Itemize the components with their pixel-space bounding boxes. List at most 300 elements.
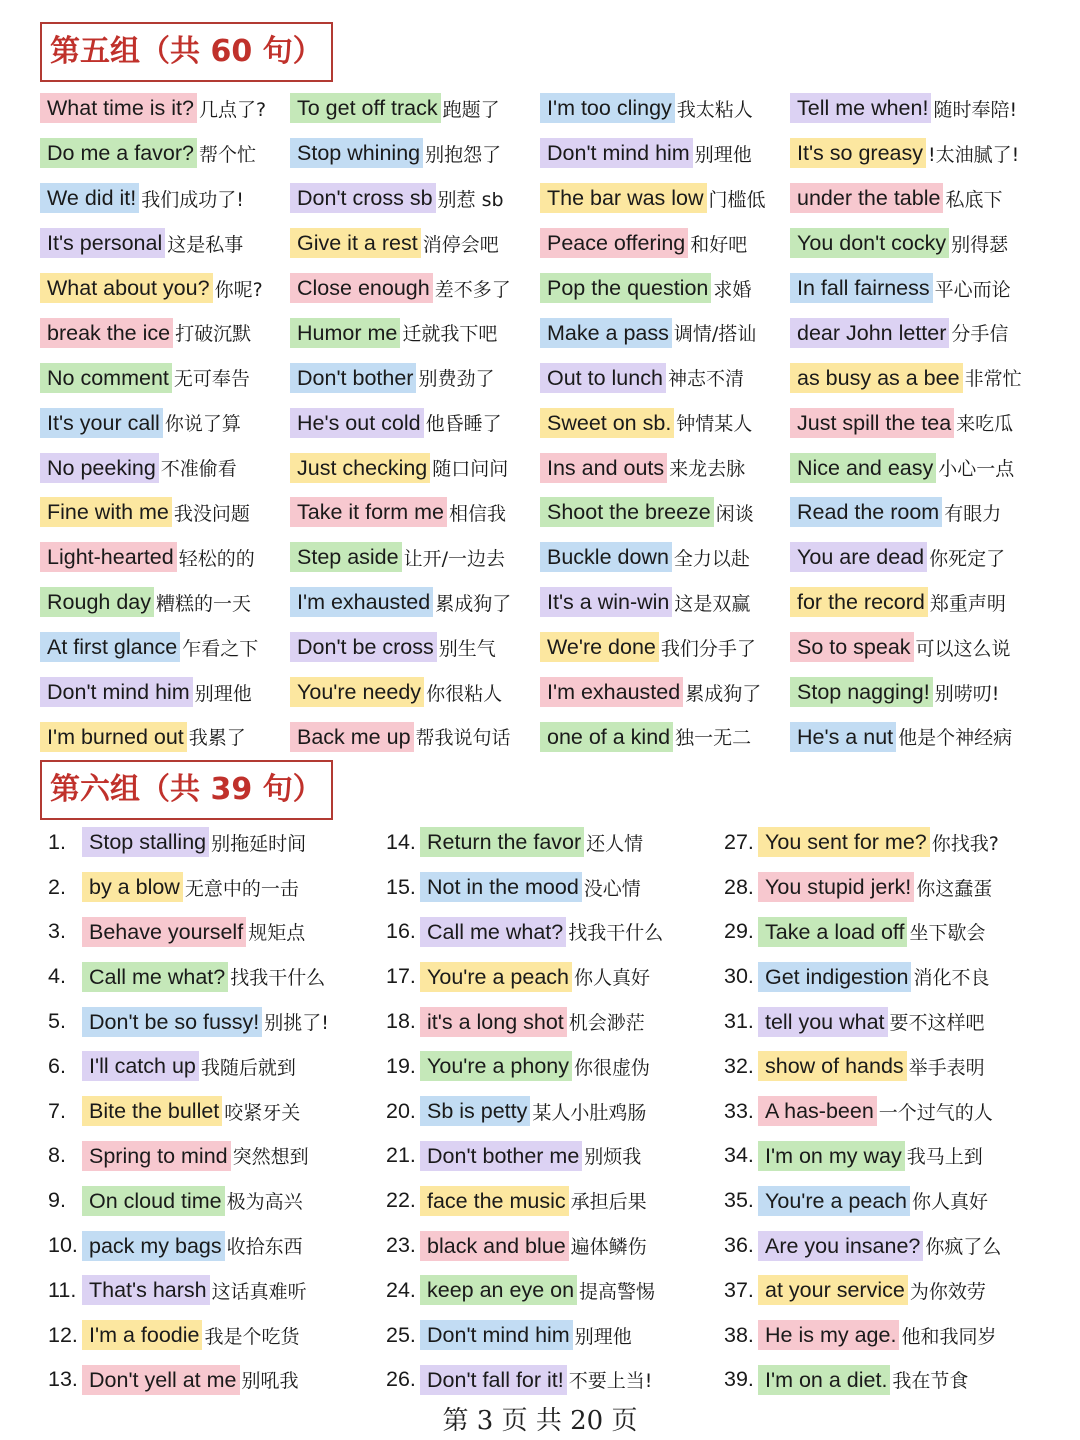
phrase-row bbox=[790, 445, 1040, 490]
phrase-number: 27. bbox=[724, 829, 754, 854]
phrase-row bbox=[40, 1268, 378, 1313]
phrase-english: Sb is petty bbox=[420, 1096, 530, 1126]
phrase-row bbox=[290, 176, 540, 221]
phrase-chinese: 你人真好 bbox=[912, 1191, 989, 1214]
phrase-row bbox=[790, 266, 1040, 311]
phrase-english: Back me up bbox=[290, 722, 414, 752]
phrase-row bbox=[290, 355, 540, 400]
phrase-row bbox=[716, 1134, 1050, 1179]
phrase-english: Buckle down bbox=[540, 542, 672, 572]
phrase-english: You stupid jerk! bbox=[758, 872, 914, 902]
phrase-english: I'm exhausted bbox=[540, 677, 683, 707]
phrase-english: You're needy bbox=[290, 677, 424, 707]
phrase-row bbox=[790, 310, 1040, 355]
phrase-number: 22. bbox=[386, 1188, 416, 1213]
phrase-english: keep an eye on bbox=[420, 1275, 577, 1305]
phrase-english: You're a peach bbox=[420, 962, 572, 992]
phrase-chinese: 神志不清 bbox=[667, 368, 744, 391]
phrase-english: Close enough bbox=[290, 273, 433, 303]
phrase-row bbox=[716, 820, 1050, 865]
phrase-row bbox=[540, 221, 790, 266]
phrase-chinese: 找我干什么 bbox=[230, 967, 326, 990]
phrase-row bbox=[716, 1089, 1050, 1134]
phrase-chinese: 独一无二 bbox=[675, 727, 752, 750]
phrase-english: You're a peach bbox=[758, 1186, 910, 1216]
phrase-english: Are you insane? bbox=[758, 1231, 923, 1261]
phrase-chinese: 我随后就到 bbox=[200, 1056, 296, 1079]
phrase-chinese: 不准偷看 bbox=[160, 458, 237, 481]
phrase-row bbox=[540, 310, 790, 355]
phrase-english: Behave yourself bbox=[82, 917, 246, 947]
phrase-english: Don't mind him bbox=[420, 1320, 573, 1350]
phrase-english: I'm burned out bbox=[40, 722, 187, 752]
phrase-chinese: 非常忙 bbox=[964, 368, 1022, 391]
phrase-chinese: 遍体鳞伤 bbox=[570, 1236, 647, 1259]
phrase-english: I'll catch up bbox=[82, 1051, 199, 1081]
phrase-chinese: 你很虚伪 bbox=[574, 1056, 651, 1079]
phrase-row bbox=[40, 86, 290, 131]
phrase-number: 37. bbox=[724, 1277, 754, 1302]
phrase-english: I'm a foodie bbox=[82, 1320, 202, 1350]
phrase-number: 20. bbox=[386, 1098, 416, 1123]
phrase-row bbox=[290, 490, 540, 535]
phrase-chinese: 一个过气的人 bbox=[878, 1101, 993, 1124]
phrase-chinese: 这话真难听 bbox=[211, 1280, 307, 1303]
phrase-chinese: 累成狗了 bbox=[685, 682, 762, 705]
phrase-row bbox=[290, 535, 540, 580]
phrase-english: Fine with me bbox=[40, 497, 172, 527]
phrase-row bbox=[40, 670, 290, 715]
phrase-row bbox=[716, 865, 1050, 910]
phrase-row bbox=[40, 954, 378, 999]
phrase-chinese: 调情/搭讪 bbox=[673, 323, 757, 346]
phrase-english: Light-hearted bbox=[40, 542, 177, 572]
phrase-number: 13. bbox=[48, 1367, 78, 1392]
phrase-chinese: 门槛低 bbox=[708, 188, 766, 211]
phrase-english: Don't yell at me bbox=[82, 1365, 240, 1395]
phrase-row bbox=[378, 954, 716, 999]
phrase-chinese: 找我干什么 bbox=[568, 922, 664, 945]
phrase-row bbox=[716, 999, 1050, 1044]
phrase-chinese: !太油腻了! bbox=[928, 143, 1020, 166]
phrase-row bbox=[40, 580, 290, 625]
phrase-row bbox=[790, 490, 1040, 535]
section-6-phrase-list bbox=[40, 820, 1050, 1402]
phrase-english: Step aside bbox=[290, 542, 402, 572]
phrase-chinese: 他和我同岁 bbox=[901, 1325, 997, 1348]
phrase-chinese: 承担后果 bbox=[570, 1191, 647, 1214]
phrase-number: 33. bbox=[724, 1098, 754, 1123]
phrase-chinese: 还人情 bbox=[586, 832, 644, 855]
phrase-chinese: 平心而论 bbox=[934, 278, 1011, 301]
phrase-english: Get indigestion bbox=[758, 962, 911, 992]
phrase-chinese: 你人真好 bbox=[574, 967, 651, 990]
phrase-number: 35. bbox=[724, 1188, 754, 1213]
phrase-row bbox=[790, 670, 1040, 715]
phrase-english: At first glance bbox=[40, 632, 180, 662]
phrase-chinese: 机会渺茫 bbox=[568, 1012, 645, 1035]
phrase-english: I'm too clingy bbox=[540, 93, 675, 123]
phrase-number: 36. bbox=[724, 1233, 754, 1258]
phrase-row bbox=[290, 714, 540, 759]
phrase-row bbox=[40, 266, 290, 311]
phrase-english: It's a win-win bbox=[540, 587, 672, 617]
phrase-english: It's personal bbox=[40, 228, 165, 258]
phrase-number: 32. bbox=[724, 1053, 754, 1078]
phrase-row bbox=[540, 714, 790, 759]
phrase-chinese: 分手信 bbox=[951, 323, 1009, 346]
phrase-row bbox=[716, 1358, 1050, 1403]
phrase-chinese: 我没问题 bbox=[173, 502, 250, 525]
phrase-english: We did it! bbox=[40, 183, 139, 213]
phrase-row bbox=[716, 1044, 1050, 1089]
phrase-row bbox=[290, 221, 540, 266]
phrase-row bbox=[40, 221, 290, 266]
phrase-english: Just checking bbox=[290, 453, 430, 483]
phrase-english: The bar was low bbox=[540, 183, 707, 213]
phrase-english: Not in the mood bbox=[420, 872, 582, 902]
phrase-chinese: 累成狗了 bbox=[435, 592, 512, 615]
phrase-english: Make a pass bbox=[540, 318, 672, 348]
phrase-english: break the ice bbox=[40, 318, 173, 348]
phrase-english: Humor me bbox=[290, 318, 400, 348]
phrase-chinese: 来吃瓜 bbox=[956, 413, 1014, 436]
phrase-english: We're done bbox=[540, 632, 659, 662]
phrase-chinese: 他是个神经病 bbox=[898, 727, 1013, 750]
phrase-number: 34. bbox=[724, 1143, 754, 1168]
phrase-english: In fall fairness bbox=[790, 273, 933, 303]
phrase-english: Stop nagging! bbox=[790, 677, 933, 707]
phrase-chinese: 他昏睡了 bbox=[425, 413, 502, 436]
phrase-row bbox=[790, 535, 1040, 580]
phrase-chinese: 帮个忙 bbox=[198, 143, 256, 166]
section-5-title: 第五组（共 60 句） bbox=[40, 22, 333, 82]
phrase-english: Don't mind him bbox=[540, 138, 693, 168]
phrase-chinese: 咬紧牙关 bbox=[224, 1101, 301, 1124]
phrase-number: 31. bbox=[724, 1009, 754, 1034]
phrase-row bbox=[40, 1178, 378, 1223]
phrase-english: under the table bbox=[790, 183, 943, 213]
phrase-number: 23. bbox=[386, 1233, 416, 1258]
phrase-row bbox=[378, 1268, 716, 1313]
phrase-english: as busy as a bee bbox=[790, 363, 963, 393]
phrase-chinese: 私底下 bbox=[945, 188, 1003, 211]
phrase-chinese: 别挑了! bbox=[264, 1012, 329, 1035]
phrase-chinese: 我太粘人 bbox=[676, 98, 753, 121]
phrase-english: Stop whining bbox=[290, 138, 423, 168]
phrase-row bbox=[540, 266, 790, 311]
phrase-chinese: 糟糕的一天 bbox=[156, 592, 252, 615]
phrase-english: Pop the question bbox=[540, 273, 711, 303]
phrase-english: Take it form me bbox=[290, 497, 447, 527]
phrase-row bbox=[540, 445, 790, 490]
phrase-number: 21. bbox=[386, 1143, 416, 1168]
phrase-chinese: 这是双赢 bbox=[674, 592, 751, 615]
page-footer: 第 3 页 共 20 页 bbox=[442, 1406, 638, 1436]
phrase-row bbox=[40, 445, 290, 490]
phrase-chinese: 你死定了 bbox=[929, 547, 1006, 570]
phrase-chinese: 帮我说句话 bbox=[415, 727, 511, 750]
phrase-chinese: 为你效劳 bbox=[909, 1280, 986, 1303]
phrase-row bbox=[378, 820, 716, 865]
phrase-row bbox=[290, 580, 540, 625]
section-5-phrase-grid bbox=[40, 86, 1050, 759]
phrase-chinese: 你疯了么 bbox=[925, 1236, 1002, 1259]
phrase-row bbox=[40, 355, 290, 400]
phrase-chinese: 坐下歇会 bbox=[909, 922, 986, 945]
phrase-english: Rough day bbox=[40, 587, 154, 617]
phrase-chinese: 可以这么说 bbox=[915, 637, 1011, 660]
phrase-number: 14. bbox=[386, 829, 416, 854]
phrase-chinese: 让开/一边去 bbox=[403, 547, 506, 570]
phrase-row bbox=[716, 1268, 1050, 1313]
phrase-chinese: 来龙去脉 bbox=[669, 458, 746, 481]
phrase-english: for the record bbox=[790, 587, 928, 617]
phrase-chinese: 这是私事 bbox=[167, 233, 244, 256]
phrase-english: Don't cross sb bbox=[290, 183, 436, 213]
phrase-english: Don't bother bbox=[290, 363, 416, 393]
phrase-english: Nice and easy bbox=[790, 453, 936, 483]
phrase-english: Tell me when! bbox=[790, 93, 931, 123]
phrase-chinese: 极为高兴 bbox=[226, 1191, 303, 1214]
phrase-english: it's a long shot bbox=[420, 1007, 567, 1037]
phrase-english: He's out cold bbox=[290, 408, 424, 438]
phrase-english: Ins and outs bbox=[540, 453, 667, 483]
phrase-chinese: 全力以赴 bbox=[673, 547, 750, 570]
phrase-row bbox=[40, 820, 378, 865]
phrase-number: 11. bbox=[48, 1277, 77, 1302]
phrase-row bbox=[540, 490, 790, 535]
phrase-row bbox=[716, 1313, 1050, 1358]
phrase-english: Don't mind him bbox=[40, 677, 193, 707]
phrase-chinese: 我们分手了 bbox=[660, 637, 756, 660]
phrase-row bbox=[790, 580, 1040, 625]
phrase-number: 30. bbox=[724, 964, 754, 989]
phrase-english: one of a kind bbox=[540, 722, 673, 752]
phrase-row bbox=[40, 999, 378, 1044]
phrase-number: 28. bbox=[724, 874, 754, 899]
phrase-number: 18. bbox=[386, 1009, 416, 1034]
phrase-english: by a blow bbox=[82, 872, 183, 902]
phrase-english: pack my bags bbox=[82, 1231, 225, 1261]
phrase-row bbox=[40, 176, 290, 221]
phrase-english: I'm exhausted bbox=[290, 587, 433, 617]
phrase-english: face the music bbox=[420, 1186, 569, 1216]
phrase-english: Don't be cross bbox=[290, 632, 437, 662]
phrase-row bbox=[290, 266, 540, 311]
phrase-row bbox=[790, 176, 1040, 221]
phrase-row bbox=[716, 910, 1050, 955]
phrase-number: 19. bbox=[386, 1053, 416, 1078]
phrase-number: 9. bbox=[48, 1188, 66, 1213]
phrase-number: 12. bbox=[48, 1322, 78, 1347]
phrase-row bbox=[290, 400, 540, 445]
phrase-english: dear John letter bbox=[790, 318, 949, 348]
phrase-chinese: 无意中的一击 bbox=[184, 877, 299, 900]
phrase-chinese: 小心一点 bbox=[938, 458, 1015, 481]
phrase-row bbox=[290, 131, 540, 176]
phrase-english: No peeking bbox=[40, 453, 159, 483]
phrase-chinese: 随时奉陪! bbox=[933, 98, 1018, 121]
phrase-row bbox=[540, 580, 790, 625]
phrase-number: 39. bbox=[724, 1367, 754, 1392]
phrase-chinese: 别得瑟 bbox=[951, 233, 1009, 256]
phrase-row bbox=[540, 86, 790, 131]
phrase-english: No comment bbox=[40, 363, 172, 393]
phrase-chinese: 别吼我 bbox=[241, 1370, 299, 1393]
phrase-chinese: 几点了? bbox=[198, 98, 267, 121]
phrase-english: Bite the bullet bbox=[82, 1096, 222, 1126]
phrase-number: 26. bbox=[386, 1367, 416, 1392]
phrase-english: I'm on a diet. bbox=[758, 1365, 890, 1395]
phrase-number: 38. bbox=[724, 1322, 754, 1347]
phrase-row bbox=[790, 355, 1040, 400]
phrase-english: Read the room bbox=[790, 497, 942, 527]
phrase-english: That's harsh bbox=[82, 1275, 210, 1305]
phrase-row bbox=[790, 625, 1040, 670]
phrase-number: 5. bbox=[48, 1009, 66, 1034]
phrase-english: Give it a rest bbox=[290, 228, 421, 258]
phrase-row bbox=[378, 910, 716, 955]
phrase-chinese: 没心情 bbox=[583, 877, 641, 900]
phrase-row bbox=[716, 1223, 1050, 1268]
phrase-english: Peace offering bbox=[540, 228, 688, 258]
phrase-english: It's your call bbox=[40, 408, 163, 438]
phrase-chinese: 我是个吃货 bbox=[204, 1325, 300, 1348]
phrase-number: 15. bbox=[386, 874, 416, 899]
phrase-english: He's a nut bbox=[790, 722, 896, 752]
phrase-row bbox=[378, 1358, 716, 1403]
phrase-chinese: 别生气 bbox=[438, 637, 496, 660]
phrase-english: You are dead bbox=[790, 542, 927, 572]
phrase-english: Don't bother me bbox=[420, 1141, 582, 1171]
phrase-chinese: 我马上到 bbox=[906, 1146, 983, 1169]
phrase-chinese: 郑重声明 bbox=[929, 592, 1006, 615]
phrase-english: Don't fall for it! bbox=[420, 1365, 567, 1395]
phrase-english: Call me what? bbox=[420, 917, 566, 947]
phrase-chinese: 差不多了 bbox=[434, 278, 511, 301]
phrase-english: black and blue bbox=[420, 1231, 569, 1261]
section-6-title: 第六组（共 39 句） bbox=[40, 760, 333, 820]
phrase-row bbox=[290, 625, 540, 670]
phrase-chinese: 无可奉告 bbox=[173, 368, 250, 391]
phrase-row bbox=[540, 355, 790, 400]
phrase-english: Just spill the tea bbox=[790, 408, 954, 438]
phrase-row bbox=[40, 625, 290, 670]
phrase-chinese: 别理他 bbox=[574, 1325, 632, 1348]
phrase-english: at your service bbox=[758, 1275, 908, 1305]
phrase-row bbox=[40, 714, 290, 759]
phrase-chinese: 我们成功了! bbox=[141, 188, 244, 211]
phrase-english: Spring to mind bbox=[82, 1141, 231, 1171]
phrase-chinese: 有眼力 bbox=[944, 502, 1002, 525]
phrase-number: 25. bbox=[386, 1322, 416, 1347]
phrase-row bbox=[290, 86, 540, 131]
phrase-number: 10. bbox=[48, 1233, 78, 1258]
phrase-row bbox=[290, 445, 540, 490]
phrase-english: What about you? bbox=[40, 273, 213, 303]
phrase-number: 1. bbox=[48, 829, 66, 854]
phrase-row bbox=[40, 1134, 378, 1179]
phrase-chinese: 某人小肚鸡肠 bbox=[532, 1101, 647, 1124]
phrase-number: 7. bbox=[48, 1098, 66, 1123]
phrase-row bbox=[40, 310, 290, 355]
phrase-chinese: 我累了 bbox=[188, 727, 246, 750]
phrase-number: 24. bbox=[386, 1277, 416, 1302]
phrase-row bbox=[790, 714, 1040, 759]
phrase-number: 29. bbox=[724, 919, 754, 944]
phrase-row bbox=[40, 535, 290, 580]
phrase-chinese: 别理他 bbox=[694, 143, 752, 166]
phrase-row bbox=[40, 1044, 378, 1089]
phrase-row bbox=[790, 131, 1040, 176]
phrase-chinese: 打破沉默 bbox=[175, 323, 252, 346]
phrase-english: A has-been bbox=[758, 1096, 877, 1126]
phrase-row bbox=[378, 865, 716, 910]
phrase-chinese: 别拖延时间 bbox=[211, 832, 307, 855]
phrase-row bbox=[40, 1089, 378, 1134]
phrase-row bbox=[540, 131, 790, 176]
phrase-row bbox=[40, 400, 290, 445]
phrase-row bbox=[540, 535, 790, 580]
phrase-chinese: 求婚 bbox=[713, 278, 752, 301]
phrase-row bbox=[378, 999, 716, 1044]
phrase-number: 6. bbox=[48, 1053, 66, 1078]
phrase-row bbox=[378, 1178, 716, 1223]
phrase-row bbox=[540, 176, 790, 221]
phrase-row bbox=[716, 1178, 1050, 1223]
phrase-chinese: 你很粘人 bbox=[426, 682, 503, 705]
phrase-chinese: 要不这样吧 bbox=[889, 1012, 985, 1035]
phrase-row bbox=[40, 1358, 378, 1403]
phrase-chinese: 别费劲了 bbox=[418, 368, 495, 391]
phrase-row bbox=[290, 670, 540, 715]
phrase-row bbox=[378, 1044, 716, 1089]
phrase-row bbox=[40, 490, 290, 535]
phrase-english: What time is it? bbox=[40, 93, 197, 123]
phrase-english: I'm on my way bbox=[758, 1141, 905, 1171]
phrase-row bbox=[378, 1134, 716, 1179]
phrase-row bbox=[290, 310, 540, 355]
phrase-english: To get off track bbox=[290, 93, 441, 123]
phrase-english: On cloud time bbox=[82, 1186, 225, 1216]
phrase-row bbox=[40, 1313, 378, 1358]
phrase-chinese: 别抱怨了 bbox=[425, 143, 502, 166]
phrase-chinese: 别理他 bbox=[194, 682, 252, 705]
phrase-number: 2. bbox=[48, 874, 66, 899]
phrase-chinese: 别烦我 bbox=[584, 1146, 642, 1169]
phrase-row bbox=[40, 131, 290, 176]
phrase-english: Don't be so fussy! bbox=[82, 1007, 262, 1037]
phrase-english: Stop stalling bbox=[82, 827, 209, 857]
phrase-row bbox=[790, 400, 1040, 445]
phrase-chinese: 你说了算 bbox=[164, 413, 241, 436]
phrase-english: show of hands bbox=[758, 1051, 907, 1081]
phrase-chinese: 我在节食 bbox=[892, 1370, 969, 1393]
phrase-chinese: 不要上当! bbox=[568, 1370, 653, 1393]
phrase-english: Shoot the breeze bbox=[540, 497, 714, 527]
phrase-chinese: 迁就我下吧 bbox=[402, 323, 498, 346]
phrase-number: 16. bbox=[386, 919, 416, 944]
phrase-row bbox=[790, 221, 1040, 266]
phrase-chinese: 规矩点 bbox=[248, 922, 306, 945]
phrase-chinese: 消停会吧 bbox=[422, 233, 499, 256]
phrase-english: Call me what? bbox=[82, 962, 228, 992]
phrase-chinese: 轻松的的 bbox=[178, 547, 255, 570]
phrase-chinese: 你呢? bbox=[214, 278, 263, 301]
phrase-chinese: 和好吧 bbox=[690, 233, 748, 256]
phrase-english: You don't cocky bbox=[790, 228, 949, 258]
